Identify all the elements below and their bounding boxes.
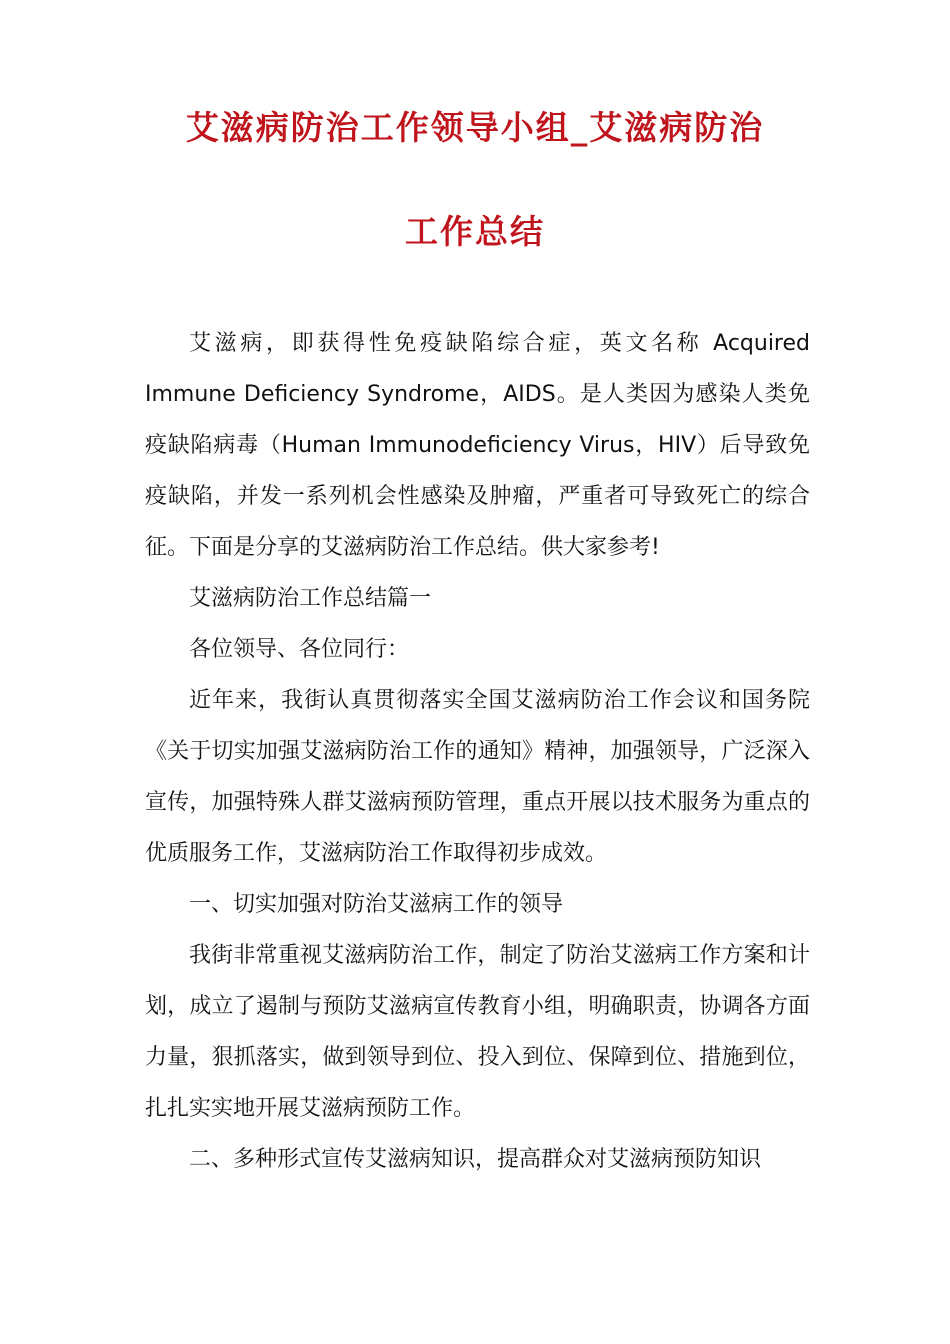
- subsection-heading-2: 二、多种形式宣传艾滋病知识，提高群众对艾滋病预防知识: [189, 1147, 762, 1172]
- subsection-heading-1: 一、切实加强对防治艾滋病工作的领导: [189, 892, 564, 917]
- document-title-line-2: 工作总结: [405, 212, 545, 251]
- document-title-line-1: 艾滋病防治工作领导小组_艾滋病防治: [185, 108, 765, 147]
- body-paragraph: 近年来，我街认真贯彻落实全国艾滋病防治工作会议和国务院《关于切实加强艾滋病防治工作的通知》精神，加强领导，广泛深入宣传，加强特殊人群艾滋病预防管理，重点开展以技术服务为重点的优质服务工作，艾滋病防治工作取得初步成效。: [145, 688, 810, 866]
- section-heading: 艾滋病防治工作总结篇一: [189, 586, 432, 611]
- document-body: [145, 318, 810, 1185]
- body-paragraph: 我街非常重视艾滋病防治工作，制定了防治艾滋病工作方案和计划，成立了遏制与预防艾滋病宣传教育小组，明确职责，协调各方面力量，狠抓落实，做到领导到位、投入到位、保障到位、措施到位，扎扎实实地开展艾滋病预防工作。: [145, 943, 810, 1121]
- intro-paragraph: 艾滋病，即获得性免疫缺陷综合症，英文名称 Acquired Immune Deficiency Syndrome，AIDS。是人类因为感染人类免疫缺陷病毒（Human Immunodeficiency Virus，HIV）后导致免疫缺陷，并发一系列机会性感染及肿瘤，严重者可导致死亡的综合征。下面是分享的艾滋病防治工作总结。供大家参考!: [145, 331, 810, 560]
- salutation: 各位领导、各位同行：: [189, 637, 410, 662]
